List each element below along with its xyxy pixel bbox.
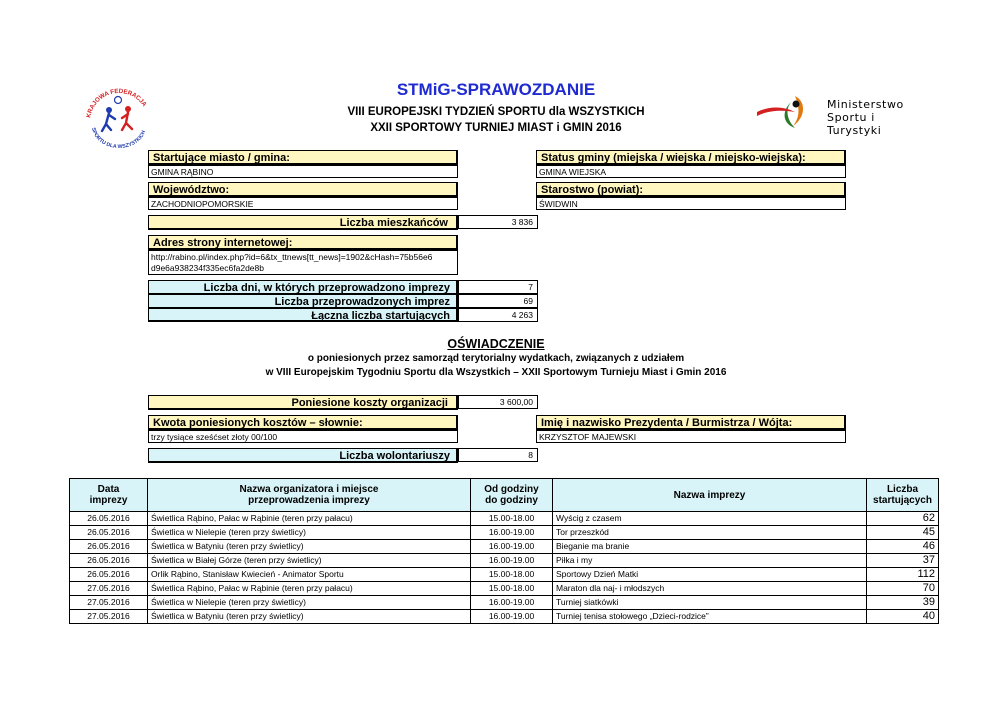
table-row	[70, 568, 939, 582]
ministry-name-line1: Ministerstwo	[827, 98, 904, 111]
mayor-label: Imię i nazwisko Prezydenta / Burmistrza / Wójta:	[536, 415, 846, 430]
declaration-line1: o poniesionych przez samorząd terytorialny wydatkach, związanych z udziałem	[307, 353, 685, 364]
logo-bottom-text: SPORTU DLA WSZYSTKICH	[90, 127, 148, 148]
days-field[interactable]: 7	[458, 280, 538, 294]
row-date[interactable]: 26.05.2016	[70, 512, 148, 526]
voivodeship-field[interactable]: ZACHODNIOPOMORSKIE	[148, 197, 458, 210]
voivodeship-label: Województwo:	[148, 182, 458, 197]
header-hours	[471, 479, 553, 512]
row-event-name[interactable]: Turniej siatkówki	[553, 596, 867, 610]
row-event-name[interactable]: Wyścig z czasem	[553, 512, 867, 526]
row-date[interactable]: 26.05.2016	[70, 568, 148, 582]
row-hours[interactable]: 16.00-19.00	[471, 540, 553, 554]
row-event-name[interactable]: Maraton dla naj- i młodszych	[553, 582, 867, 596]
logo-ring-text: KRAJOWA FEDERACJA	[85, 87, 148, 119]
table-row	[70, 554, 939, 568]
row-hours[interactable]: 15.00-18.00	[471, 512, 553, 526]
row-participants[interactable]: 62	[867, 512, 939, 526]
row-participants[interactable]: 45	[867, 526, 939, 540]
table-row	[70, 512, 939, 526]
row-date[interactable]: 27.05.2016	[70, 596, 148, 610]
row-organizer[interactable]: Świetlica Rąbino, Pałac w Rąbinie (teren przy pałacu)	[148, 582, 471, 596]
events-table	[69, 478, 939, 624]
row-hours[interactable]: 16.00-19.00	[471, 610, 553, 624]
declaration-heading: OŚWIADCZENIE	[447, 337, 545, 351]
header-hours-line2: do godziny	[485, 495, 538, 506]
header-participants-line2: startujących	[873, 495, 932, 506]
table-row	[70, 610, 939, 624]
row-event-name[interactable]: Tor przeszkód	[553, 526, 867, 540]
residents-field[interactable]: 3 836	[458, 215, 538, 229]
row-participants[interactable]: 39	[867, 596, 939, 610]
row-event-name[interactable]: Turniej tenisa stołowego „Dzieci-rodzice”	[553, 610, 867, 624]
row-participants[interactable]: 70	[867, 582, 939, 596]
volunteers-label: Liczba wolontariuszy	[148, 448, 458, 463]
report-title: STMiG-SPRAWOZDANIE	[396, 80, 596, 99]
row-participants[interactable]: 40	[867, 610, 939, 624]
participants-field[interactable]: 4 263	[458, 308, 538, 322]
header-organizer-line2: przeprowadzenia imprezy	[248, 495, 370, 506]
row-participants[interactable]: 37	[867, 554, 939, 568]
header-participants	[867, 479, 939, 512]
status-field[interactable]: GMINA WIEJSKA	[536, 165, 846, 178]
website-line1: http://rabino.pl/index.php?id=6&tx_ttnews[tt_news]=1902&cHash=75b56e6	[151, 252, 433, 262]
header-organizer-line1: Nazwa organizatora i miejsce	[239, 484, 379, 495]
row-participants[interactable]: 46	[867, 540, 939, 554]
row-hours[interactable]: 16.00-19.00	[471, 554, 553, 568]
header-hours-line1: Od godziny	[484, 484, 539, 495]
table-row	[70, 596, 939, 610]
row-hours[interactable]: 16.00-19.00	[471, 526, 553, 540]
days-label: Liczba dni, w których przeprowadzono imprezy	[148, 280, 458, 294]
row-organizer[interactable]: Orlik Rąbino, Stanisław Kwiecień - Animator Sportu	[148, 568, 471, 582]
residents-label: Liczba mieszkańców	[148, 215, 458, 230]
header-date-line1: Data	[97, 484, 120, 495]
website-field[interactable]	[148, 250, 458, 275]
county-label: Starostwo (powiat):	[536, 182, 846, 197]
row-date[interactable]: 26.05.2016	[70, 540, 148, 554]
website-line2: d9e6a938234f335ec6fa2de8b	[151, 263, 264, 273]
row-hours[interactable]: 16.00-19.00	[471, 596, 553, 610]
row-hours[interactable]: 15.00-18.00	[471, 582, 553, 596]
county-field[interactable]: ŚWIDWIN	[536, 197, 846, 210]
row-date[interactable]: 26.05.2016	[70, 526, 148, 540]
status-label: Status gminy (miejska / wiejska / miejsko-wiejska):	[536, 150, 846, 165]
costs-words-field[interactable]: trzy tysiące sześćset złoty 00/100	[148, 430, 458, 443]
header-participants-line1: Liczba	[886, 484, 919, 495]
costs-label: Poniesione koszty organizacji	[148, 395, 458, 410]
row-organizer[interactable]: Świetlica w Nielepie (teren przy świetlicy)	[148, 596, 471, 610]
volunteers-field[interactable]: 8	[458, 448, 538, 462]
header-date	[70, 479, 148, 512]
row-organizer[interactable]: Świetlica w Białej Górze (teren przy świetlicy)	[148, 554, 471, 568]
row-organizer[interactable]: Świetlica Rąbino, Pałac w Rąbinie (teren przy pałacu)	[148, 512, 471, 526]
row-date[interactable]: 27.05.2016	[70, 582, 148, 596]
table-row	[70, 540, 939, 554]
city-field[interactable]: GMINA RĄBINO	[148, 165, 458, 178]
row-organizer[interactable]: Świetlica w Batyniu (teren przy świetlicy)	[148, 610, 471, 624]
participants-label: Łączna liczba startujących	[148, 308, 458, 322]
declaration-line2: w VIII Europejskim Tygodniu Sportu dla Wszystkich – XXII Sportowym Turnieju Miast i Gmin 2016	[265, 367, 727, 378]
events-count-field[interactable]: 69	[458, 294, 538, 308]
website-label: Adres strony internetowej:	[148, 235, 458, 250]
mayor-field[interactable]: KRZYSZTOF MAJEWSKI	[536, 430, 846, 443]
costs-words-label: Kwota poniesionych kosztów – słownie:	[148, 415, 458, 430]
ministry-name-line2: Sportu i Turystyki	[827, 111, 882, 137]
costs-field[interactable]: 3 600,00	[458, 395, 538, 409]
header-organizer	[148, 479, 471, 512]
row-date[interactable]: 27.05.2016	[70, 610, 148, 624]
row-organizer[interactable]: Świetlica w Nielepie (teren przy świetlicy)	[148, 526, 471, 540]
row-event-name[interactable]: Bieganie ma branie	[553, 540, 867, 554]
header-date-line2: imprezy	[89, 495, 128, 506]
city-label: Startujące miasto / gmina:	[148, 150, 458, 165]
row-organizer[interactable]: Świetlica w Batyniu (teren przy świetlicy)	[148, 540, 471, 554]
row-event-name[interactable]: Piłka i my	[553, 554, 867, 568]
table-row	[70, 526, 939, 540]
row-date[interactable]: 26.05.2016	[70, 554, 148, 568]
row-hours[interactable]: 15.00-18.00	[471, 568, 553, 582]
table-row	[70, 582, 939, 596]
row-event-name[interactable]: Sportowy Dzień Matki	[553, 568, 867, 582]
row-participants[interactable]: 112	[867, 568, 939, 582]
table-header-row	[70, 479, 939, 512]
event-title-line1: VIII EUROPEJSKI TYDZIEŃ SPORTU dla WSZYSTKICH	[347, 106, 645, 118]
events-count-label: Liczba przeprowadzonych imprez	[148, 294, 458, 308]
header-event-name: Nazwa imprezy	[553, 479, 867, 512]
event-title-line2: XXII SPORTOWY TURNIEJ MIAST i GMIN 2016	[370, 122, 622, 134]
